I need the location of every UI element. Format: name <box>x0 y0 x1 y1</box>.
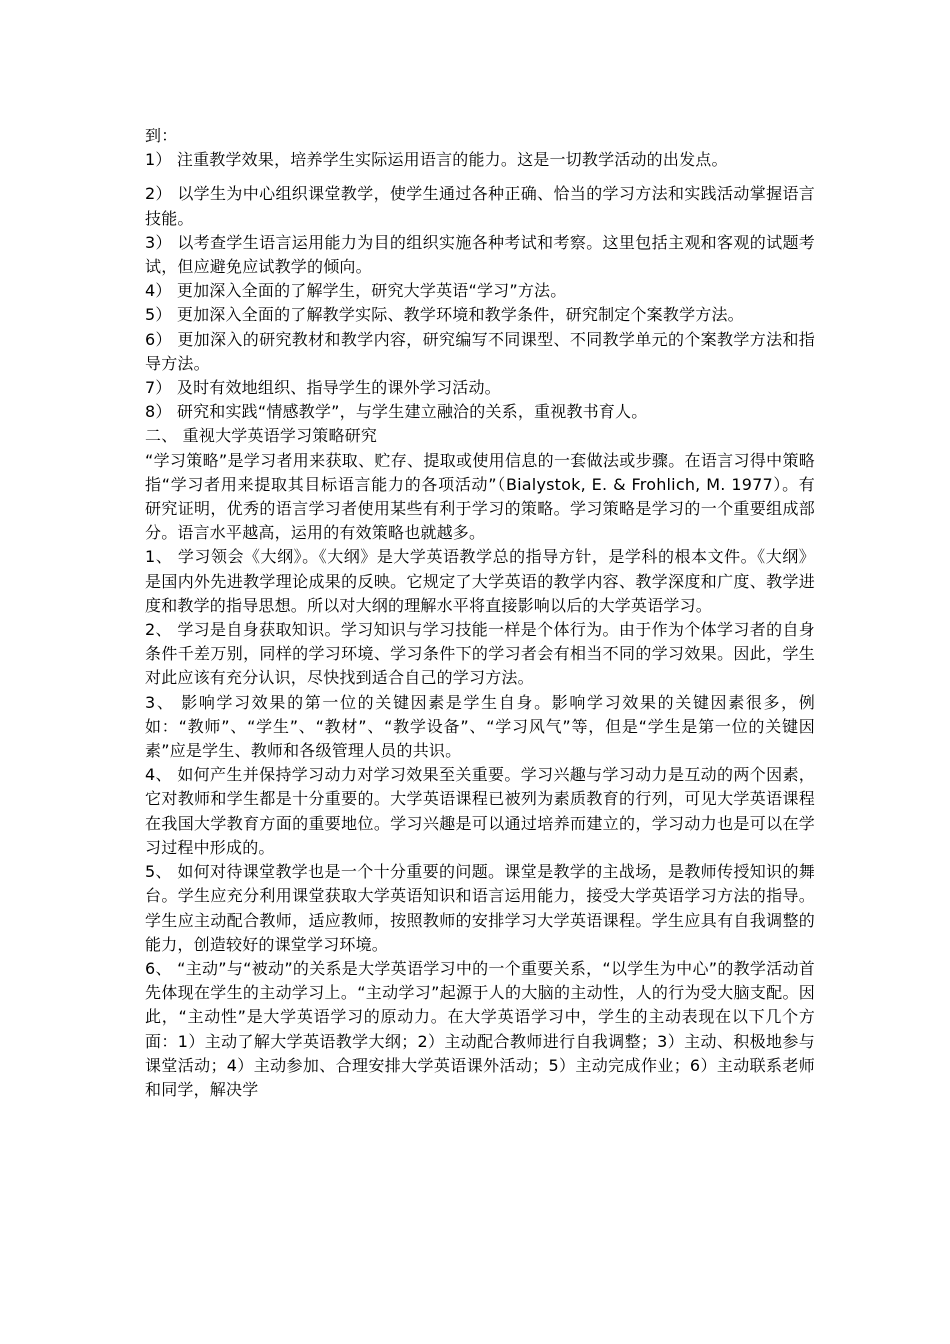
paragraph-point-6: 6、 “主动”与“被动”的关系是大学英语学习中的一个重要关系，“以学生为中心”的教学活动首先体现在学生的主动学习上。“主动学习”起源于人的大脑的主动性，人的行为受大脑支配。因此，“主动性”是大学英语学习的原动力。在大学英语学习中，学生的主动表现在以下几个方面：1）主动了解大学英语教学大纲；2）主动配合教师进行自我调整；3）主动、积极地参与课堂活动；4）主动参加、合理安排大学英语课外活动；5）主动完成作业；6）主动联系老师和同学，解决学 <box>145 958 815 1099</box>
paragraph-item-5: 5） 更加深入全面的了解教学实际、教学环境和教学条件，研究制定个案教学方法。 <box>145 305 744 325</box>
paragraph-item-8: 8） 研究和实践“情感教学”，与学生建立融洽的关系，重视教书育人。 <box>145 402 648 422</box>
document-body <box>145 124 815 1102</box>
paragraph-point-3: 3、 影响学习效果的第一位的关键因素是学生自身。影响学习效果的关键因素很多，例如：“教师”、“学生”、“教材”、“教学设备”、“学习风气”等，但是“学生是第一位的关键因素”应是学生、教师和各级管理人员的共识。 <box>145 692 815 761</box>
paragraph-item-7: 7） 及时有效地组织、指导学生的课外学习活动。 <box>145 378 501 398</box>
paragraph-item-6: 6） 更加深入的研究教材和教学内容，研究编写不同课型、不同教学单元的个案教学方法和指导方法。 <box>145 329 815 373</box>
paragraph-intro: “学习策略”是学习者用来获取、贮存、提取或使用信息的一套做法或步骤。在语言习得中策略指“学习者用来提取其目标语言能力的各项活动”（Bialystok, E. & Frohlich, M. 1977）。有研究证明，优秀的语言学习者使用某些有利于学习的策略。学习策略是学习的一个重要组成部分。语言水平越高，运用的有效策略也就越多。 <box>145 450 815 543</box>
paragraph-item-3: 3） 以考查学生语言运用能力为目的组织实施各种考试和考察。这里包括主观和客观的试题考试，但应避免应试教学的倾向。 <box>145 232 815 277</box>
blank-line <box>145 172 815 182</box>
section-heading: 二、 重视大学英语学习策略研究 <box>145 426 378 446</box>
paragraph-point-5: 5、 如何对待课堂教学也是一个十分重要的问题。课堂是教学的主战场，是教师传授知识的舞台。学生应充分利用课堂获取大学英语知识和语言运用能力，接受大学英语学习方法的指导。学生应主动配合教师，适应教师，按照教师的安排学习大学英语课程。学生应具有自我调整的能力，创造较好的课堂学习环境。 <box>145 862 815 954</box>
paragraph-point-4: 4、 如何产生并保持学习动力对学习效果至关重要。学习兴趣与学习动力是互动的两个因素，它对教师和学生都是十分重要的。大学英语课程已被列为素质教育的行列，可见大学英语课程在我国大学教育方面的重要地位。学习兴趣是可以通过培养而建立的，学习动力也是可以在学习过程中形成的。 <box>145 765 815 857</box>
paragraph-point-2: 2、 学习是自身获取知识。学习知识与学习技能一样是个体行为。由于作为个体学习者的自身条件千差万别，同样的学习环境、学习条件下的学习者会有相当不同的学习效果。因此，学生对此应该有充分认识，尽快找到适合自己的学习方法。 <box>145 620 815 688</box>
paragraph-item-2: 2） 以学生为中心组织课堂教学，使学生通过各种正确、恰当的学习方法和实践活动掌握语言技能。 <box>145 184 815 228</box>
paragraph-point-1: 1、 学习领会《大纲》。《大纲》是大学英语教学总的指导方针，是学科的根本文件。《大纲》是国内外先进教学理论成果的反映。它规定了大学英语的教学内容、教学深度和广度、教学进度和教学的指导思想。所以对大纲的理解水平将直接影响以后的大学英语学习。 <box>145 547 815 615</box>
paragraph-item-1: 1） 注重教学效果，培养学生实际运用语言的能力。这是一切教学活动的出发点。 <box>145 150 728 170</box>
paragraph-item-4: 4） 更加深入全面的了解学生，研究大学英语“学习”方法。 <box>145 281 567 301</box>
paragraph-lead-in: 到： <box>145 126 178 145</box>
